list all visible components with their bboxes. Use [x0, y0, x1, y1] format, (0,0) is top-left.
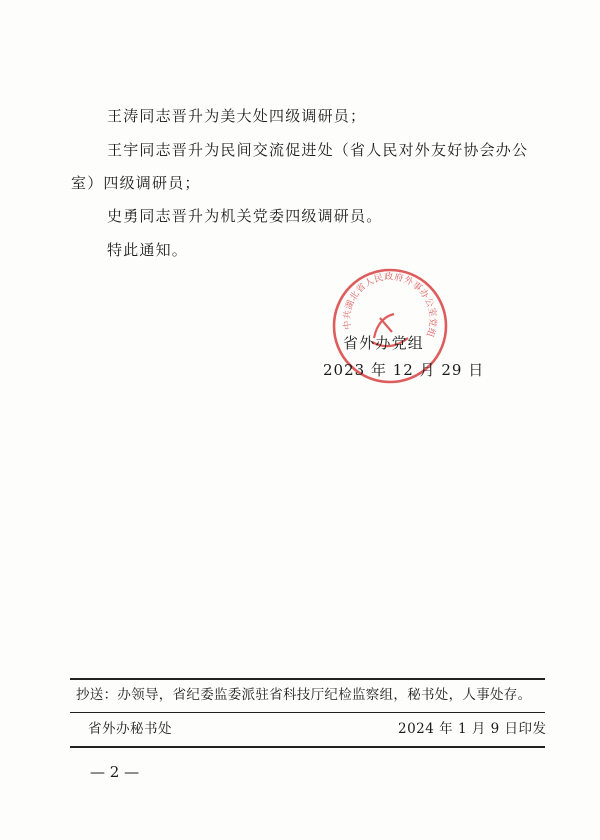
appointment-line-wang-yu: 王宇同志晋升为民间交流促进处（省人民对外友好协会办公: [107, 141, 529, 159]
print-date: 2024 年 1 月 9 日印发: [398, 721, 547, 737]
closing-notice: 特此通知。: [107, 241, 189, 259]
page-number: — 2 —: [90, 763, 140, 781]
footer-rule-middle: [70, 712, 545, 713]
footer-rule-top: [70, 678, 545, 680]
cc-list: 抄送：办领导，省纪委监委派驻省科技厅纪检监察组，秘书处，人事处存。: [76, 687, 532, 703]
appointment-line-shi-yong: 史勇同志晋升为机关党委四级调研员。: [107, 207, 383, 225]
issuing-office: 省外办秘书处: [88, 721, 172, 737]
footer-rule-bottom: [70, 746, 545, 748]
appointment-line-wang-tao: 王涛同志晋升为美大处四级调研员；: [107, 107, 367, 125]
appointment-line-wang-yu-continued: 室）四级调研员；: [71, 174, 201, 192]
signing-date: 2023 年 12 月 29 日: [323, 361, 485, 379]
issuing-organization: 省外办党组: [343, 334, 425, 352]
seal-text: 中共湖北省人民政府外事办公室党组: [342, 272, 438, 339]
